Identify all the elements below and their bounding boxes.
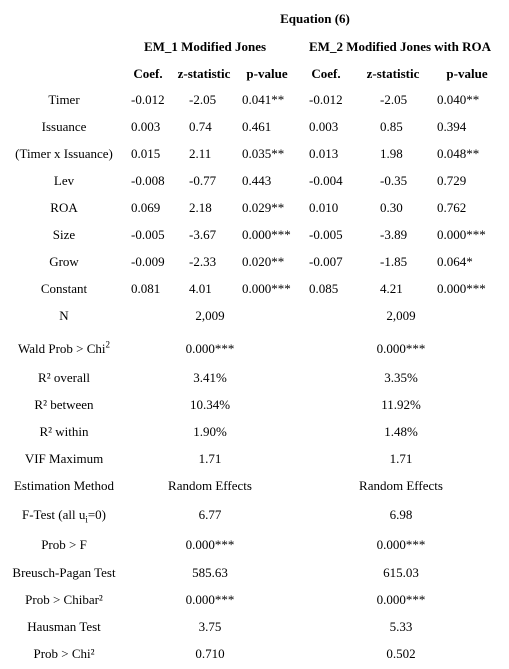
m2-coef-cell: -0.007 — [309, 254, 343, 269]
m1-stat-cell: 6.77 — [198, 507, 222, 522]
equation-title: Equation (6) — [280, 11, 350, 26]
m1-p-cell: 0.035** — [242, 146, 285, 161]
m2-stat-cell: 615.03 — [383, 565, 419, 580]
stat-label-text: Prob > Chibar² — [25, 592, 103, 607]
m2-coef-cell: 0.003 — [309, 119, 339, 134]
row-label: Size — [52, 227, 76, 242]
m1-stat-cell: 0.000*** — [185, 592, 235, 607]
stat-label-text: Wald Prob > Chi — [17, 341, 106, 356]
row-label: Issuance — [41, 119, 87, 134]
m1-coef-cell: -0.008 — [131, 173, 165, 188]
stat-label — [21, 507, 107, 525]
m2-stat-cell: 1.48% — [384, 424, 418, 439]
stat-label-text: Prob > F — [41, 537, 87, 552]
m1-z-cell: -2.05 — [189, 92, 217, 107]
row-label: (Timer x Issuance) — [15, 146, 113, 161]
m1-coef-cell: 0.003 — [131, 119, 161, 134]
row-label: Lev — [53, 173, 75, 188]
m1-z-cell: 2.11 — [189, 146, 212, 161]
m2-p-cell: 0.000*** — [437, 281, 486, 296]
m1-p-cell: 0.461 — [242, 119, 272, 134]
stat-label — [17, 339, 111, 356]
m2-coef-cell: -0.004 — [309, 173, 343, 188]
m2-stat-cell: 3.35% — [384, 370, 418, 385]
m1-p-header: p-value — [246, 66, 288, 81]
m1-stat-cell: 0.710 — [195, 646, 225, 661]
m1-p-cell: 0.020** — [242, 254, 285, 269]
m2-z-cell: 0.30 — [380, 200, 403, 215]
m1-stat-cell: 0.000*** — [185, 341, 235, 356]
stat-label-text: R² overall — [38, 370, 90, 385]
stat-label — [12, 566, 115, 579]
m2-coef-cell: 0.010 — [309, 200, 339, 215]
stat-label — [33, 647, 94, 660]
m2-coef-cell: 0.013 — [309, 146, 339, 161]
m1-coef-header: Coef. — [133, 66, 163, 81]
m2-p-cell: 0.729 — [437, 173, 467, 188]
m2-coef-cell: 0.085 — [309, 281, 339, 296]
m1-stat-cell: 3.75 — [198, 619, 222, 634]
m2-p-cell: 0.040** — [437, 92, 480, 107]
m2-z-cell: 0.85 — [380, 119, 403, 134]
m1-stat-cell: 1.90% — [193, 424, 227, 439]
m1-p-cell: 0.041** — [242, 92, 285, 107]
m2-p-cell: 0.394 — [437, 119, 467, 134]
m1-z-header: z-statistic — [177, 66, 231, 81]
m1-coef-cell: 0.015 — [131, 146, 161, 161]
m1-p-cell: 0.000*** — [242, 281, 291, 296]
stat-label-text: VIF Maximum — [24, 451, 104, 466]
m1-stat-cell: Random Effects — [168, 478, 252, 493]
m2-coef-cell: -0.005 — [309, 227, 343, 242]
model2-header: EM_2 Modified Jones with ROA — [309, 39, 491, 54]
stat-label-text: Breusch-Pagan Test — [12, 565, 116, 580]
m2-z-cell: -2.05 — [380, 92, 408, 107]
m2-z-header: z-statistic — [366, 66, 420, 81]
m2-stat-cell: 0.000*** — [376, 592, 426, 607]
stat-label-text: N — [59, 308, 69, 323]
m2-stat-cell: 0.502 — [386, 646, 416, 661]
m1-p-cell: 0.443 — [242, 173, 272, 188]
m2-stat-cell: 0.000*** — [376, 341, 426, 356]
m1-p-cell: 0.000*** — [242, 227, 291, 242]
stat-label — [25, 452, 103, 465]
m1-coef-cell: -0.005 — [131, 227, 165, 242]
m1-coef-cell: 0.069 — [131, 200, 161, 215]
m2-z-cell: -3.89 — [380, 227, 408, 242]
m1-stat-cell: 1.71 — [198, 451, 222, 466]
stat-label — [25, 593, 103, 606]
m1-z-cell: 4.01 — [189, 281, 212, 296]
m2-p-cell: 0.048** — [437, 146, 480, 161]
m2-stat-cell: 1.71 — [389, 451, 413, 466]
m2-p-header: p-value — [446, 66, 488, 81]
stat-label — [14, 479, 114, 492]
m1-p-cell: 0.029** — [242, 200, 285, 215]
m1-coef-cell: 0.081 — [131, 281, 161, 296]
m1-stat-cell: 585.63 — [192, 565, 228, 580]
m1-stat-cell: 0.000*** — [185, 537, 235, 552]
m2-coef-header: Coef. — [311, 66, 341, 81]
m2-p-cell: 0.064* — [437, 254, 473, 269]
m2-z-cell: 1.98 — [380, 146, 403, 161]
stat-label — [39, 425, 88, 438]
row-label: Constant — [40, 281, 88, 296]
m2-z-cell: -0.35 — [380, 173, 408, 188]
stat-label-text: R² between — [34, 397, 94, 412]
m1-z-cell: -0.77 — [189, 173, 217, 188]
stat-label-text: Prob > Chi² — [33, 646, 95, 661]
stat-label — [27, 620, 101, 633]
m1-z-cell: 0.74 — [189, 119, 212, 134]
m2-z-cell: -1.85 — [380, 254, 408, 269]
stat-label — [34, 398, 93, 411]
m2-stat-cell: 11.92% — [381, 397, 421, 412]
m2-stat-cell: 5.33 — [389, 619, 413, 634]
label-suffix: =0) — [87, 507, 107, 522]
m2-z-cell: 4.21 — [380, 281, 403, 296]
m1-z-cell: -2.33 — [189, 254, 217, 269]
m2-stat-cell: 6.98 — [389, 507, 413, 522]
m2-p-cell: 0.762 — [437, 200, 467, 215]
m1-stat-cell: 3.41% — [193, 370, 227, 385]
m2-stat-cell: 2,009 — [386, 308, 416, 323]
stat-label-text: F-Test (all u — [21, 507, 86, 522]
stat-label-text: Hausman Test — [27, 619, 101, 634]
superscript: 2 — [105, 339, 111, 350]
m2-stat-cell: 0.000*** — [376, 537, 426, 552]
row-label: Grow — [49, 254, 79, 269]
row-label: ROA — [50, 200, 78, 215]
stat-label-text: R² within — [39, 424, 89, 439]
stat-label — [59, 309, 68, 322]
m2-p-cell: 0.000*** — [437, 227, 486, 242]
m2-stat-cell: Random Effects — [359, 478, 443, 493]
m1-stat-cell: 10.34% — [189, 397, 231, 412]
model1-header: EM_1 Modified Jones — [143, 39, 267, 54]
m2-coef-cell: -0.012 — [309, 92, 343, 107]
row-label: Timer — [48, 92, 80, 107]
subscript: i — [85, 514, 88, 525]
stat-label-text: Estimation Method — [13, 478, 115, 493]
stat-label — [38, 371, 90, 384]
stat-label — [41, 538, 87, 551]
m1-coef-cell: -0.009 — [131, 254, 165, 269]
m1-coef-cell: -0.012 — [131, 92, 165, 107]
m1-z-cell: -3.67 — [189, 227, 217, 242]
m1-z-cell: 2.18 — [189, 200, 212, 215]
m1-stat-cell: 2,009 — [195, 308, 225, 323]
